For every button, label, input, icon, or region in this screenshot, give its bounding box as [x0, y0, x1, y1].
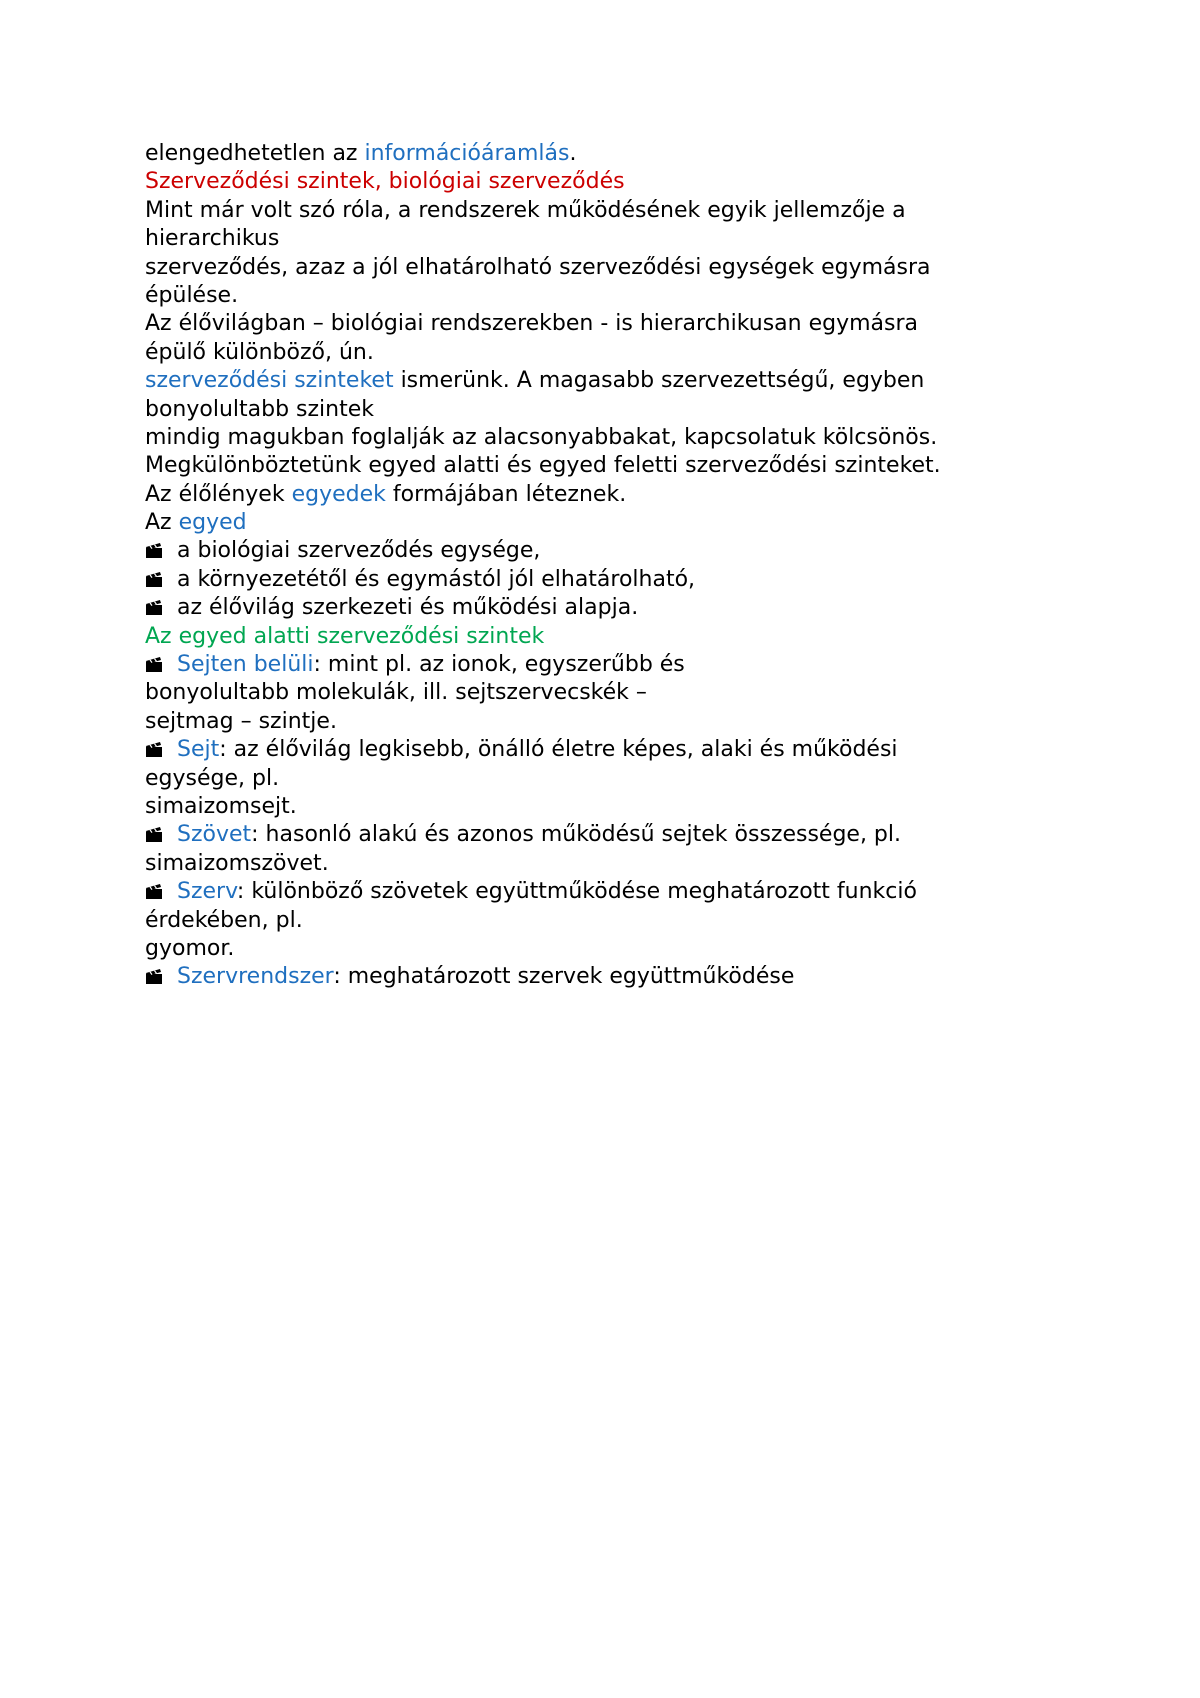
bullet-text: : mint pl. az ionok, egyszerűbb és: [313, 652, 685, 678]
clapperboard-icon: [145, 570, 165, 588]
term-link: Sejt: [177, 737, 220, 763]
bullet-item: [145, 821, 1065, 849]
document-page: [145, 140, 1065, 992]
clapperboard-icon: [145, 598, 165, 616]
text-run: Az élőlények: [145, 481, 292, 507]
text-line: egysége, pl.: [145, 765, 280, 791]
bullet-text: a környezetétől és egymástól jól elhatárolható,: [177, 566, 696, 592]
clapperboard-icon: [145, 655, 165, 673]
clapperboard-icon: [145, 825, 165, 843]
bullet-text: : különböző szövetek együttműködése meghatározott funkció: [236, 879, 917, 905]
text-line: Az élővilágban – biológiai rendszerekben - is hierarchikusan egymásra: [145, 311, 918, 337]
text-line: épülő különböző, ún.: [145, 339, 374, 365]
term-link: szerveződési szinteket: [145, 368, 394, 394]
text-line: [145, 140, 1065, 168]
clapperboard-icon: [145, 740, 165, 758]
bullet-item: [145, 651, 1065, 679]
text-line: simaizomsejt.: [145, 793, 297, 819]
term-link: információáramlás: [364, 141, 570, 166]
term-link: Szervrendszer: [177, 964, 334, 990]
text-run: Az: [145, 510, 179, 536]
text-line: [145, 367, 1065, 395]
text-line: [145, 509, 1065, 537]
bullet-item: [145, 963, 1065, 991]
text-run: formájában léteznek.: [385, 481, 627, 507]
clapperboard-icon: [145, 882, 165, 900]
bullet-item: [145, 736, 1065, 764]
text-line: bonyolultabb szintek: [145, 396, 375, 422]
term-link: Sejten belüli: [177, 652, 314, 678]
bullet-text: : hasonló alakú és azonos működésű sejtek összessége, pl.: [251, 822, 902, 848]
text-run: elengedhetetlen az: [145, 141, 365, 166]
text-line: [145, 481, 1065, 509]
text-line: sejtmag – szintje.: [145, 708, 337, 734]
bullet-text: : az élővilág legkisebb, önálló életre képes, alaki és működési: [219, 737, 898, 763]
section-heading: Szerveződési szintek, biológiai szerveződés: [145, 169, 625, 195]
clapperboard-icon: [145, 541, 165, 559]
text-line: Mint már volt szó róla, a rendszerek működésének egyik jellemzője a: [145, 197, 906, 223]
text-line: mindig magukban foglalják az alacsonyabbakat, kapcsolatuk kölcsönös.: [145, 424, 938, 450]
bullet-text: az élővilág szerkezeti és működési alapja.: [177, 595, 639, 621]
text-line: szerveződés, azaz a jól elhatárolható szerveződési egységek egymásra: [145, 254, 931, 280]
text-line: épülése.: [145, 282, 239, 308]
text-line: simaizomszövet.: [145, 850, 329, 876]
bullet-item: [145, 537, 1065, 565]
clapperboard-icon: [145, 967, 165, 985]
subsection-heading: Az egyed alatti szerveződési szintek: [145, 623, 545, 649]
term-link: Szerv: [177, 879, 237, 905]
text-line: bonyolultabb molekulák, ill. sejtszervecskék –: [145, 680, 647, 706]
bullet-item: [145, 878, 1065, 906]
text-line: hierarchikus: [145, 226, 280, 252]
text-run: ismerünk. A magasabb szervezettségű, egyben: [393, 368, 925, 394]
bullet-item: [145, 594, 1065, 622]
bullet-item: [145, 566, 1065, 594]
text-line: érdekében, pl.: [145, 907, 303, 933]
term-link: egyed: [178, 510, 247, 536]
bullet-text: : meghatározott szervek együttműködése: [333, 964, 795, 990]
text-run: .: [569, 141, 577, 166]
term-link: egyedek: [291, 481, 386, 507]
term-link: Szövet: [177, 822, 252, 848]
bullet-text: a biológiai szerveződés egysége,: [177, 538, 541, 564]
text-line: gyomor.: [145, 935, 235, 961]
text-line: Megkülönböztetünk egyed alatti és egyed feletti szerveződési szinteket.: [145, 453, 941, 479]
